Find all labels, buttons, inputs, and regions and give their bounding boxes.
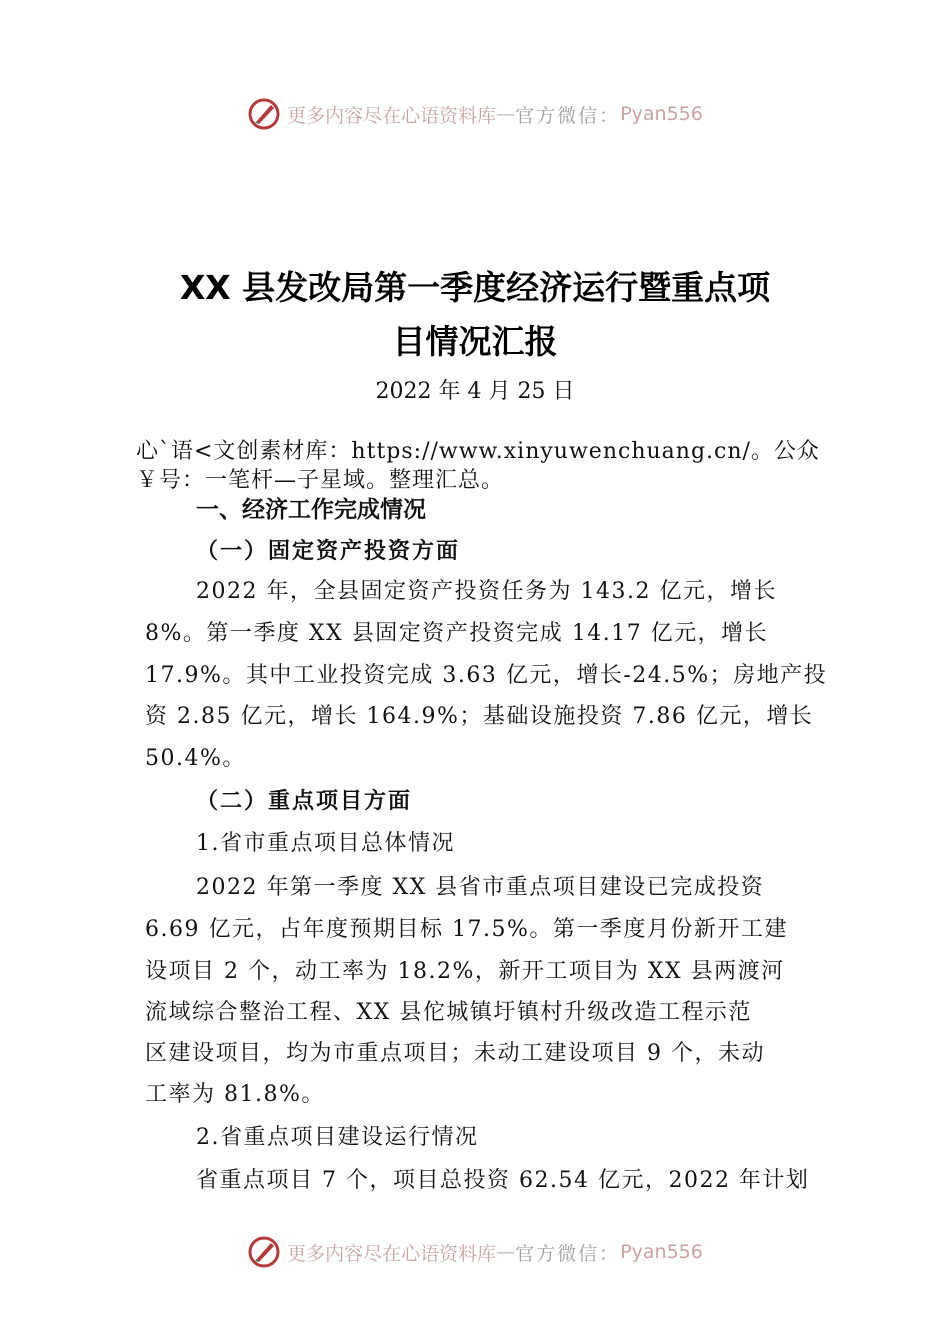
document-date: 2022 年 4 月 25 日 (375, 379, 575, 404)
watermark-main-text: 更多内容尽在心语资料库 (287, 1242, 497, 1265)
paragraph-2-line-5: 区建设项目，均为市重点项目；未动工建设项目 9 个，未动 (145, 1041, 765, 1066)
document-title-line1: XX 县发改局第一季度经济运行暨重点项 (179, 268, 771, 307)
document-title-line2: 目情况汇报 (392, 322, 558, 361)
paragraph-2-line-4: 流域综合整治工程、XX 县佗城镇圩镇村升级改造工程示范 (145, 1000, 752, 1025)
paragraph-3-line-1: 省重点项目 7 个，项目总投资 62.54 亿元，2022 年计划 (196, 1168, 810, 1193)
brush-logo-icon (247, 1235, 281, 1269)
watermark-id: Pyan556 (620, 103, 703, 125)
paragraph-2-line-3: 设项目 2 个，动工率为 18.2%，新开工项目为 XX 县两渡河 (145, 959, 785, 984)
paragraph-1-line-1: 2022 年，全县固定资产投资任务为 143.2 亿元，增长 (196, 579, 777, 604)
watermark-separator: — (496, 103, 516, 125)
paragraph-1-line-3: 17.9%。其中工业投资完成 3.63 亿元，增长-24.5%；房地产投 (145, 663, 828, 688)
watermark-footer (0, 1232, 950, 1272)
item-heading-1: 1.省市重点项目总体情况 (196, 831, 455, 856)
brush-logo-icon (247, 97, 281, 131)
watermark-label: 官方微信： (515, 1242, 621, 1265)
watermark-label: 官方微信： (515, 104, 621, 127)
paragraph-2-line-6: 工率为 81.8%。 (145, 1082, 325, 1107)
watermark-separator: — (496, 1241, 516, 1263)
source-line-1: 心`语<文创素材库：https://www.xinyuwenchuang.cn/。公众 (136, 439, 820, 464)
source-line-2: ￥号：一笔杆—子星域。整理汇总。 (136, 468, 505, 493)
paragraph-1-line-4: 资 2.85 亿元，增长 164.9%；基础设施投资 7.86 亿元，增长 (145, 704, 814, 729)
watermark-main-text: 更多内容尽在心语资料库 (287, 104, 497, 127)
item-heading-2: 2.省重点项目建设运行情况 (196, 1125, 479, 1150)
watermark-id: Pyan556 (620, 1241, 703, 1263)
section-heading: 一、经济工作完成情况 (196, 497, 426, 523)
paragraph-1-line-5: 50.4%。 (145, 746, 246, 771)
watermark-header (0, 94, 950, 134)
subsection-heading-1: （一）固定资产投资方面 (196, 538, 461, 564)
paragraph-2-line-1: 2022 年第一季度 XX 县省市重点项目建设已完成投资 (196, 875, 765, 900)
subsection-heading-2: （二）重点项目方面 (196, 788, 413, 814)
paragraph-1-line-2: 8%。第一季度 XX 县固定资产投资完成 14.17 亿元，增长 (145, 621, 769, 646)
paragraph-2-line-2: 6.69 亿元，占年度预期目标 17.5%。第一季度月份新开工建 (145, 917, 788, 942)
